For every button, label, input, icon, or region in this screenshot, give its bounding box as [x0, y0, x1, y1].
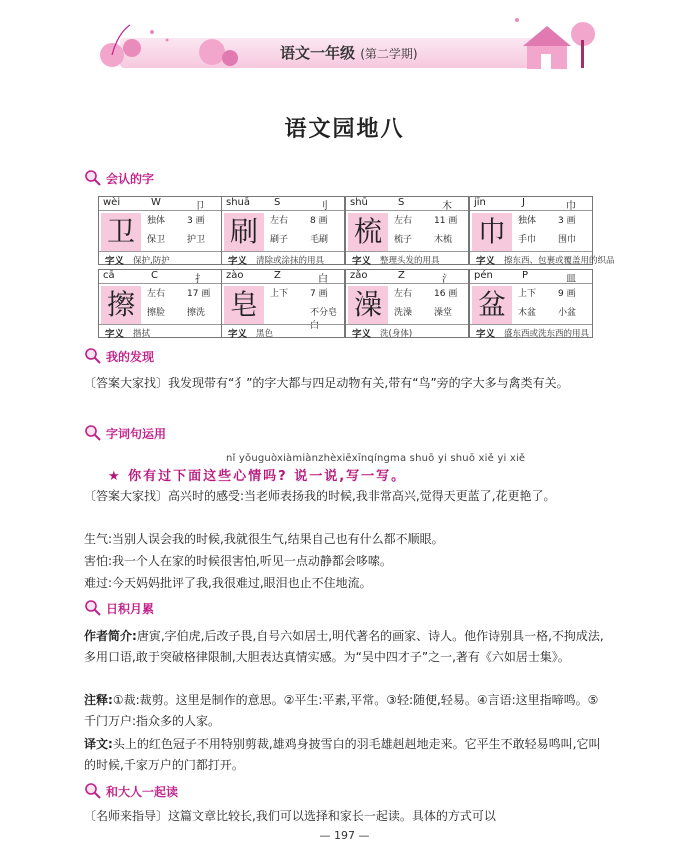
pinyin-row — [222, 197, 344, 211]
author-label: 作者简介: — [84, 629, 137, 643]
pinyin: shuā — [226, 197, 251, 208]
meaning-row — [470, 251, 615, 267]
pinyin: pén — [474, 270, 493, 281]
pinyin-row — [470, 270, 592, 284]
translation-text: 头上的红色冠子不用特别剪裁,雄鸡身披雪白的羽毛雄赳赳地走来。它平生不敢轻易鸣叫,它叫的时候,千家万户的门都打开。 — [84, 737, 601, 772]
prompt-star-line: ★ 你有过下面这些心情吗? 说一说,写一写。 — [108, 469, 407, 484]
character: 梳 — [348, 213, 388, 251]
meaning-label: 字义 — [352, 329, 372, 340]
char-card — [221, 196, 345, 265]
character: 盆 — [472, 286, 512, 324]
meaning-text: 盛东西或洗东西的用具 — [504, 329, 590, 339]
usage-paragraph-2: 生气:当别人误会我的时候,我就很生气,结果自己也有什么都不顺眼。 — [84, 532, 444, 546]
stroke-count: 9 画 — [558, 289, 576, 299]
meaning-text: 擦东西、包裹或覆盖用的织品 — [504, 256, 615, 266]
word-2: 澡堂 — [434, 308, 453, 318]
structure: 左右 — [147, 289, 166, 299]
notes — [84, 690, 610, 732]
char-card — [345, 196, 469, 265]
notes-label: 注释: — [84, 693, 113, 707]
pinyin-row — [346, 270, 468, 284]
initial-letter: P — [522, 270, 529, 281]
meaning-row — [222, 324, 344, 339]
word-2: 木梳 — [434, 235, 453, 245]
author-intro — [84, 626, 610, 668]
word-2: 毛刷 — [310, 235, 329, 245]
notes-text: ①裁:裁剪。这里是制作的意思。②平生:平素,平常。③轻:随便,轻易。④言语:这里指啼鸣。⑤千门万户:指众多的人家。 — [84, 693, 599, 728]
word-1: 木盆 — [518, 308, 537, 318]
structure: 独体 — [518, 216, 537, 226]
word-1: 刷子 — [270, 235, 289, 245]
pinyin-row — [99, 270, 221, 284]
meaning-row — [470, 324, 592, 339]
magnifier-icon — [84, 424, 102, 442]
usage-paragraph-3: 害怕:我一个人在家的时候很害怕,听见一点动静都会哆嗦。 — [84, 554, 392, 568]
structure: 左右 — [270, 216, 289, 226]
stroke-count: 8 画 — [310, 216, 328, 226]
read-together-text: 〔名师来指导〕这篇文章比较长,我们可以选择和家长一起读。具体的方式可以 — [84, 809, 496, 823]
stroke-count: 16 画 — [434, 289, 458, 299]
pinyin: zào — [226, 270, 244, 281]
meaning-text: 清除或涂抹的用具 — [256, 256, 325, 266]
meaning-row — [346, 251, 468, 266]
magnifier-icon — [84, 599, 102, 617]
char-card — [345, 269, 469, 338]
char-card — [469, 196, 615, 267]
pinyin: zǎo — [350, 270, 368, 281]
pinyin: shū — [350, 197, 368, 208]
meaning-text: 黑色 — [256, 329, 274, 339]
character: 巾 — [472, 213, 512, 251]
usage-paragraph-1: 〔答案大家找〕高兴时的感受:当老师表扬我的时候,我非常高兴,觉得天更蓝了,花更艳了。 — [84, 489, 556, 503]
meaning-row — [222, 251, 344, 266]
radical: 氵 — [442, 274, 452, 285]
page-title: 语文园地八 — [284, 116, 405, 142]
radical: 木 — [442, 201, 452, 212]
pinyin: cā — [103, 270, 115, 281]
char-card — [469, 269, 593, 338]
radical: 皿 — [566, 274, 576, 285]
flower-decoration-icon — [92, 20, 242, 75]
structure: 上下 — [518, 289, 537, 299]
meaning-label: 字义 — [476, 329, 496, 340]
meaning-row — [346, 324, 468, 339]
structure: 左右 — [394, 216, 413, 226]
header-title: 语文一年级 (第二学期) — [280, 44, 418, 62]
house-decoration-icon — [505, 10, 600, 75]
meaning-text: 洗(身体) — [380, 329, 413, 339]
meaning-row — [99, 324, 221, 339]
structure: 上下 — [270, 289, 289, 299]
radical: 扌 — [195, 274, 205, 285]
pinyin-row — [99, 197, 221, 211]
character: 澡 — [348, 286, 388, 324]
radical: 巾 — [566, 201, 576, 212]
word-1: 保卫 — [147, 235, 166, 245]
meaning-text: 整理头发的用具 — [380, 256, 440, 266]
section-heading-discovery: 我的发现 — [84, 347, 154, 365]
translation — [84, 734, 610, 776]
magnifier-icon — [84, 347, 102, 365]
pinyin-row — [222, 270, 344, 284]
magnifier-icon — [84, 782, 102, 800]
meaning-row — [99, 251, 221, 266]
stroke-count: 7 画 — [310, 289, 328, 299]
initial-letter: W — [151, 197, 161, 208]
initial-letter: C — [151, 270, 158, 281]
word-2: 护卫 — [187, 235, 206, 245]
meaning-label: 字义 — [476, 256, 496, 267]
word-2: 擦洗 — [187, 308, 206, 318]
usage-paragraph-4: 难过:今天妈妈批评了我,我很难过,眼泪也止不住地流。 — [84, 576, 372, 590]
word-1: 洗澡 — [394, 308, 413, 318]
char-card — [221, 269, 345, 338]
word-1: 梳子 — [394, 235, 413, 245]
stroke-count: 3 画 — [187, 216, 205, 226]
translation-label: 译文: — [84, 737, 113, 751]
word-2: 小盆 — [558, 308, 577, 318]
initial-letter: S — [398, 197, 405, 208]
word-2: 围巾 — [558, 235, 577, 245]
initial-letter: Z — [398, 270, 405, 281]
page-number: — 197 — — [319, 829, 370, 842]
word-1: 擦脸 — [147, 308, 166, 318]
structure: 左右 — [394, 289, 413, 299]
section-heading-usage: 字词句运用 — [84, 424, 166, 442]
meaning-label: 字义 — [352, 256, 372, 267]
radical: 卩 — [195, 201, 205, 212]
structure: 独体 — [147, 216, 166, 226]
pinyin: wèi — [103, 197, 121, 208]
discovery-text: 〔答案大家找〕我发现带有“犭”的字大都与四足动物有关,带有“鸟”旁的字大多与禽类有关。 — [84, 376, 569, 390]
initial-letter: Z — [274, 270, 281, 281]
character: 卫 — [101, 213, 141, 251]
stroke-count: 3 画 — [558, 216, 576, 226]
magnifier-icon — [84, 169, 102, 187]
pinyin-line: nǐ yǒuguòxiàmiànzhèxiēxīnqíngma shuō yi shuō xiě yi xiě — [226, 453, 526, 464]
meaning-text: 保护,防护 — [133, 256, 170, 266]
character: 刷 — [224, 213, 264, 251]
character: 擦 — [101, 286, 141, 324]
meaning-label: 字义 — [228, 329, 248, 340]
section-heading-recognize: 会认的字 — [84, 169, 154, 187]
author-text: 唐寅,字伯虎,后改子畏,自号六如居士,明代著名的画家、诗人。他作诗别具一格,不拘成法,多用口语,敢于突破格律限制,大胆表达真情实感。为“吴中四才子”之一,著有《六如居士集》。 — [84, 629, 604, 664]
pinyin-row — [470, 197, 592, 211]
page-header — [0, 0, 689, 80]
pinyin: jīn — [474, 197, 486, 208]
radical: 白 — [318, 274, 328, 285]
stroke-count: 11 画 — [434, 216, 458, 226]
radical: 刂 — [318, 201, 328, 212]
character: 皂 — [224, 286, 264, 324]
word-1: 手巾 — [518, 235, 537, 245]
meaning-label: 字义 — [228, 256, 248, 267]
pinyin-row — [346, 197, 468, 211]
char-card — [98, 196, 222, 265]
stroke-count: 17 画 — [187, 289, 211, 299]
word-2: 不分皂白 — [310, 308, 338, 331]
initial-letter: S — [274, 197, 281, 208]
initial-letter: J — [522, 197, 525, 208]
section-heading-accumulate: 日积月累 — [84, 599, 154, 617]
section-heading-read-together: 和大人一起读 — [84, 782, 178, 800]
char-card — [98, 269, 222, 338]
meaning-label: 字义 — [105, 329, 125, 340]
meaning-text: 揩拭 — [133, 329, 151, 339]
meaning-label: 字义 — [105, 256, 125, 267]
